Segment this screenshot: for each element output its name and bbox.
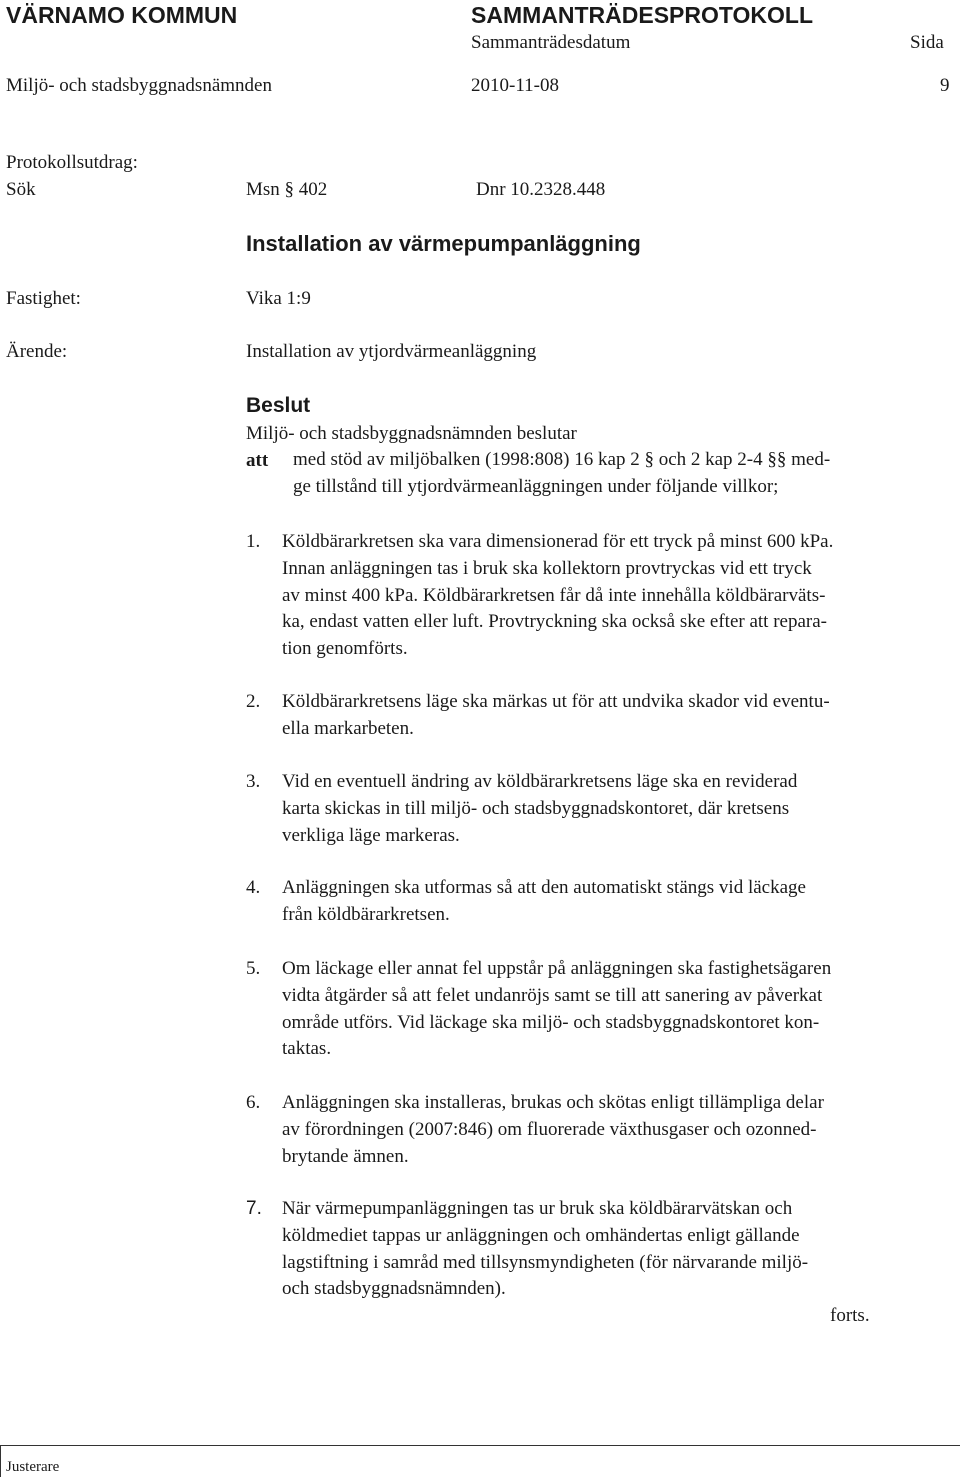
document-type: SAMMANTRÄDESPROTOKOLL [471, 2, 814, 28]
decision-intro: Miljö- och stadsbyggnadsnämnden beslutar [246, 423, 577, 444]
condition-line: karta skickas in till miljö- och stadsbyggnadskontoret, där kretsens [282, 797, 790, 819]
condition-text [282, 1196, 954, 1303]
condition-text [282, 875, 954, 929]
condition-line: område utförs. Vid läckage ska miljö- och stadsbyggnadskontoret kon- [282, 1011, 820, 1033]
meeting-date: 2010-11-08 [471, 75, 559, 96]
condition-text [282, 529, 954, 663]
organization-name: VÄRNAMO KOMMUN [6, 2, 238, 28]
condition-text [282, 769, 954, 849]
decision-heading: Beslut [246, 394, 311, 417]
condition-line: lagstiftning i samråd med tillsynsmyndigheten (för närvarande miljö- [282, 1251, 809, 1273]
page-label: Sida [910, 32, 944, 53]
committee-name: Miljö- och stadsbyggnadsnämnden [6, 75, 272, 96]
condition-line: Köldbärarkretsen ska vara dimensionerad för ett tryck på minst 600 kPa. [282, 531, 834, 552]
meeting-date-label: Sammanträdesdatum [471, 32, 631, 53]
condition-line: Köldbärarkretsens läge ska märkas ut för att undvika skador vid eventu- [282, 691, 830, 712]
condition-line: Om läckage eller annat fel uppstår på anläggningen ska fastighetsägaren [282, 958, 832, 979]
property-label: Fastighet: [6, 288, 81, 309]
continued-note: forts. [830, 1305, 870, 1326]
document-title: Installation av värmepumpanläggning [246, 231, 641, 256]
condition-line: Anläggningen ska utformas så att den automatiskt stängs vid läckage [282, 877, 806, 898]
property-value: Vika 1:9 [246, 288, 311, 309]
footer-divider [0, 1445, 960, 1446]
condition-line: av minst 400 kPa. Köldbärarkretsen får då inte innehålla köldbärarväts- [282, 584, 826, 606]
condition-line: verkliga läge markeras. [282, 824, 460, 846]
condition-number: 2. [246, 691, 261, 712]
extract-label: Protokollsutdrag: [6, 152, 138, 173]
condition-line: från köldbärarkretsen. [282, 903, 450, 925]
condition-number: 1. [246, 531, 261, 552]
case-number: Dnr 10.2328.448 [476, 179, 606, 200]
condition-text [282, 1090, 954, 1170]
condition-line: vidta åtgärder så att felet undanröjs samt se till att sanering av påverkat [282, 984, 823, 1006]
condition-line: Vid en eventuell ändring av köldbärarkretsens läge ska en reviderad [282, 771, 798, 792]
att-line-1: med stöd av miljöbalken (1998:808) 16 kap 2 § och 2 kap 2-4 §§ med- [293, 449, 831, 470]
condition-line: köldmediet tappas ur anläggningen och omhändertas enligt gällande [282, 1224, 800, 1246]
condition-line: Innan anläggningen tas i bruk ska kollektorn provtryckas vid ett tryck [282, 557, 812, 579]
case-label: Ärende: [6, 341, 68, 362]
condition-number: 4. [246, 877, 261, 898]
condition-number: 7. [246, 1198, 262, 1219]
att-line-2: ge tillstånd till ytjordvärmeanläggningen under följande villkor; [293, 476, 779, 497]
condition-line: och stadsbyggnadsnämnden). [282, 1278, 506, 1300]
condition-text [282, 689, 954, 743]
condition-text [282, 956, 954, 1063]
condition-line: brytande ämnen. [282, 1145, 409, 1167]
condition-line: taktas. [282, 1038, 332, 1060]
case-value: Installation av ytjordvärmeanläggning [246, 341, 537, 362]
condition-number: 5. [246, 958, 261, 979]
condition-line: av förordningen (2007:846) om fluorerade växthusgaser och ozonned- [282, 1118, 817, 1140]
condition-line: När värmepumpanläggningen tas ur bruk ska köldbärarvätskan och [282, 1198, 793, 1219]
recipient: Sök [6, 179, 36, 200]
condition-number: 3. [246, 771, 261, 792]
condition-line: Anläggningen ska installeras, brukas och skötas enligt tillämpliga delar [282, 1092, 824, 1113]
condition-line: ella markarbeten. [282, 717, 414, 739]
att-keyword: att [246, 450, 269, 471]
condition-number: 6. [246, 1092, 261, 1113]
section-number: Msn § 402 [246, 179, 328, 200]
condition-line: tion genomförts. [282, 638, 408, 660]
page-number: 9 [940, 75, 950, 96]
footer-left-border [0, 1445, 1, 1477]
condition-line: ka, endast vatten eller luft. Provtryckning ska också ske efter att repara- [282, 611, 827, 633]
signer-label: Justerare [6, 1459, 60, 1475]
